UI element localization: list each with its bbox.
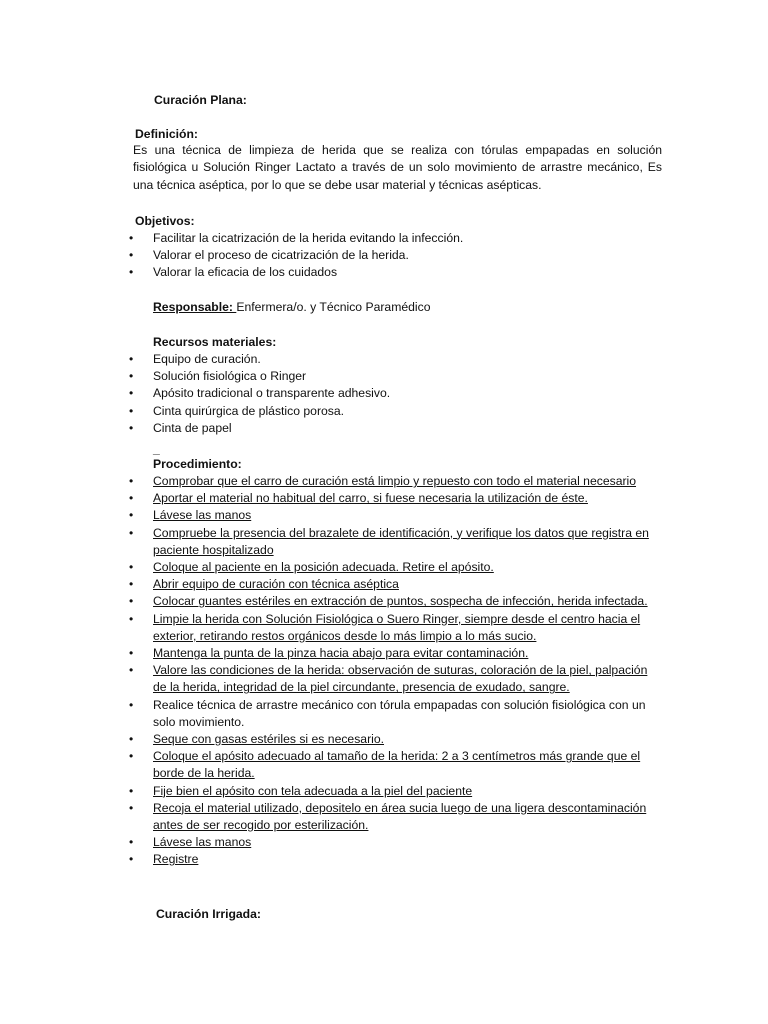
bullet-icon: • <box>129 749 134 764</box>
list-item-text: Equipo de curación. <box>153 352 261 366</box>
bullet-icon: • <box>129 611 134 626</box>
bullet-icon: • <box>129 697 134 712</box>
list-item-text: Cinta de papel <box>153 420 232 435</box>
list-item-text: Abrir equipo de curación con técnica aséptica <box>153 577 399 592</box>
list-item-text: Coloque al paciente en la posición adecuada. Retire el apósito. <box>153 560 494 575</box>
definicion-line: fisiológica u Solución Ringer Lactato a través de un solo movimiento de arrastre mecánico, Es <box>133 160 662 175</box>
list-item-text: Recoja el material utilizado, depositelo en área sucia luego de una ligera descontaminación antes de ser recogido por esterilización. <box>153 800 647 833</box>
recursos-list <box>0 351 768 437</box>
list-item <box>0 731 768 748</box>
bullet-icon: • <box>129 663 134 678</box>
list-item-text: Comprobar que el carro de curación está limpio y repuesto con todo el material necesario <box>153 474 637 488</box>
bullet-icon: • <box>129 248 134 263</box>
list-item-text: Realice técnica de arrastre mecánico con tórula empapadas con solución fisiológica con un solo movimiento. <box>153 697 646 729</box>
list-item <box>0 662 768 696</box>
list-item-text: Limpie la herida con Solución Fisiológica o Suero Ringer, siempre desde el centro hacia el exterior, retirando restos orgánicos desde lo más limpio a lo más sucio. <box>153 611 641 643</box>
bullet-icon: • <box>129 783 134 798</box>
list-item <box>0 525 768 559</box>
list-item-text: Valorar el proceso de cicatrización de la herida. <box>153 248 409 263</box>
list-item <box>0 851 768 868</box>
list-item-text: Compruebe la presencia del brazalete de identificación, y verifique los datos que registra en paciente hospitalizado <box>153 525 649 557</box>
list-item-text: Facilitar la cicatrización de la herida evitando la infección. <box>153 231 464 245</box>
bullet-icon: • <box>129 835 134 850</box>
list-item <box>0 697 768 731</box>
list-item-text: Lávese las manos <box>153 835 252 850</box>
bullet-icon: • <box>129 420 134 435</box>
bullet-icon: • <box>129 525 134 540</box>
title-curacion-plana: Curación Plana: <box>154 93 247 107</box>
bullet-icon: • <box>129 594 134 609</box>
heading-recursos-materiales: Recursos materiales: <box>153 335 277 349</box>
list-item-text: Coloque el apósito adecuado al tamaño de la herida: 2 a 3 centímetros más grande que el borde de la herida. <box>153 749 641 781</box>
list-item-text: Apósito tradicional o transparente adhesivo. <box>153 386 391 401</box>
responsable-line <box>153 299 431 316</box>
list-item <box>0 247 768 264</box>
objetivos-list <box>0 230 768 282</box>
responsable-value: Enfermera/o. y Técnico Paramédico <box>236 300 431 314</box>
definicion-line: Es una técnica de limpieza de herida que se realiza con tórulas empapadas en solución <box>133 143 662 157</box>
list-item <box>0 800 768 834</box>
list-item <box>0 783 768 800</box>
bullet-icon: • <box>129 560 134 575</box>
list-item-text: Valorar la eficacia de los cuidados <box>153 265 338 280</box>
list-item-text: Seque con gasas estériles si es necesario. <box>153 732 385 747</box>
list-item <box>0 473 768 490</box>
heading-definicion: Definición: <box>135 127 198 141</box>
list-item-text: Lávese las manos <box>153 508 252 523</box>
heading-objetivos: Objetivos: <box>135 214 195 228</box>
list-item <box>0 748 768 782</box>
title-curacion-irrigada: Curación Irrigada: <box>156 907 261 921</box>
bullet-icon: • <box>129 403 134 418</box>
bullet-icon: • <box>129 732 134 747</box>
bullet-icon: • <box>129 474 134 488</box>
list-item <box>0 490 768 507</box>
list-item <box>0 385 768 402</box>
list-item <box>0 351 768 368</box>
list-item <box>0 368 768 385</box>
bullet-icon: • <box>129 800 134 815</box>
bullet-icon: • <box>129 491 134 506</box>
list-item-text: Valore las condiciones de la herida: observación de suturas, coloración de la piel, palpación de la herida, integridad de la piel circundante, presencia de exudado, sangre. <box>153 663 648 695</box>
list-item-text: Colocar guantes estériles en extracción de puntos, sospecha de infección, herida infectada. <box>153 594 648 609</box>
list-item-text: Aportar el material no habitual del carro, si fuese necesaria la utilización de éste. <box>153 491 588 506</box>
list-item <box>0 593 768 610</box>
procedimiento-list <box>0 473 768 869</box>
list-item <box>0 576 768 593</box>
list-item <box>0 611 768 645</box>
list-item <box>0 645 768 662</box>
list-item <box>0 264 768 281</box>
list-item-text: Fije bien el apósito con tela adecuada a la piel del paciente <box>153 783 473 798</box>
bullet-icon: • <box>129 352 134 366</box>
list-item <box>0 403 768 420</box>
definicion-line: una técnica aséptica, por lo que se debe usar material y técnicas asépticas. <box>133 177 542 192</box>
underscore-mark: _ <box>153 442 160 456</box>
list-item <box>0 420 768 437</box>
list-item-text: Solución fisiológica o Ringer <box>153 369 307 384</box>
list-item-text: Mantenga la punta de la pinza hacia abajo para evitar contaminación. <box>153 646 529 661</box>
list-item <box>0 230 768 247</box>
bullet-icon: • <box>129 852 134 867</box>
bullet-icon: • <box>129 508 134 523</box>
bullet-icon: • <box>129 646 134 661</box>
list-item <box>0 559 768 576</box>
list-item <box>0 507 768 524</box>
bullet-icon: • <box>129 386 134 401</box>
list-item <box>0 834 768 851</box>
list-item-text: Cinta quirúrgica de plástico porosa. <box>153 403 345 418</box>
bullet-icon: • <box>129 577 134 592</box>
bullet-icon: • <box>129 369 134 384</box>
responsable-label: Responsable: <box>153 300 237 314</box>
definicion-paragraph <box>133 142 662 194</box>
bullet-icon: • <box>129 265 134 280</box>
heading-procedimiento: Procedimiento: <box>153 457 242 471</box>
list-item-text: Registre <box>153 852 199 867</box>
bullet-icon: • <box>129 231 134 245</box>
